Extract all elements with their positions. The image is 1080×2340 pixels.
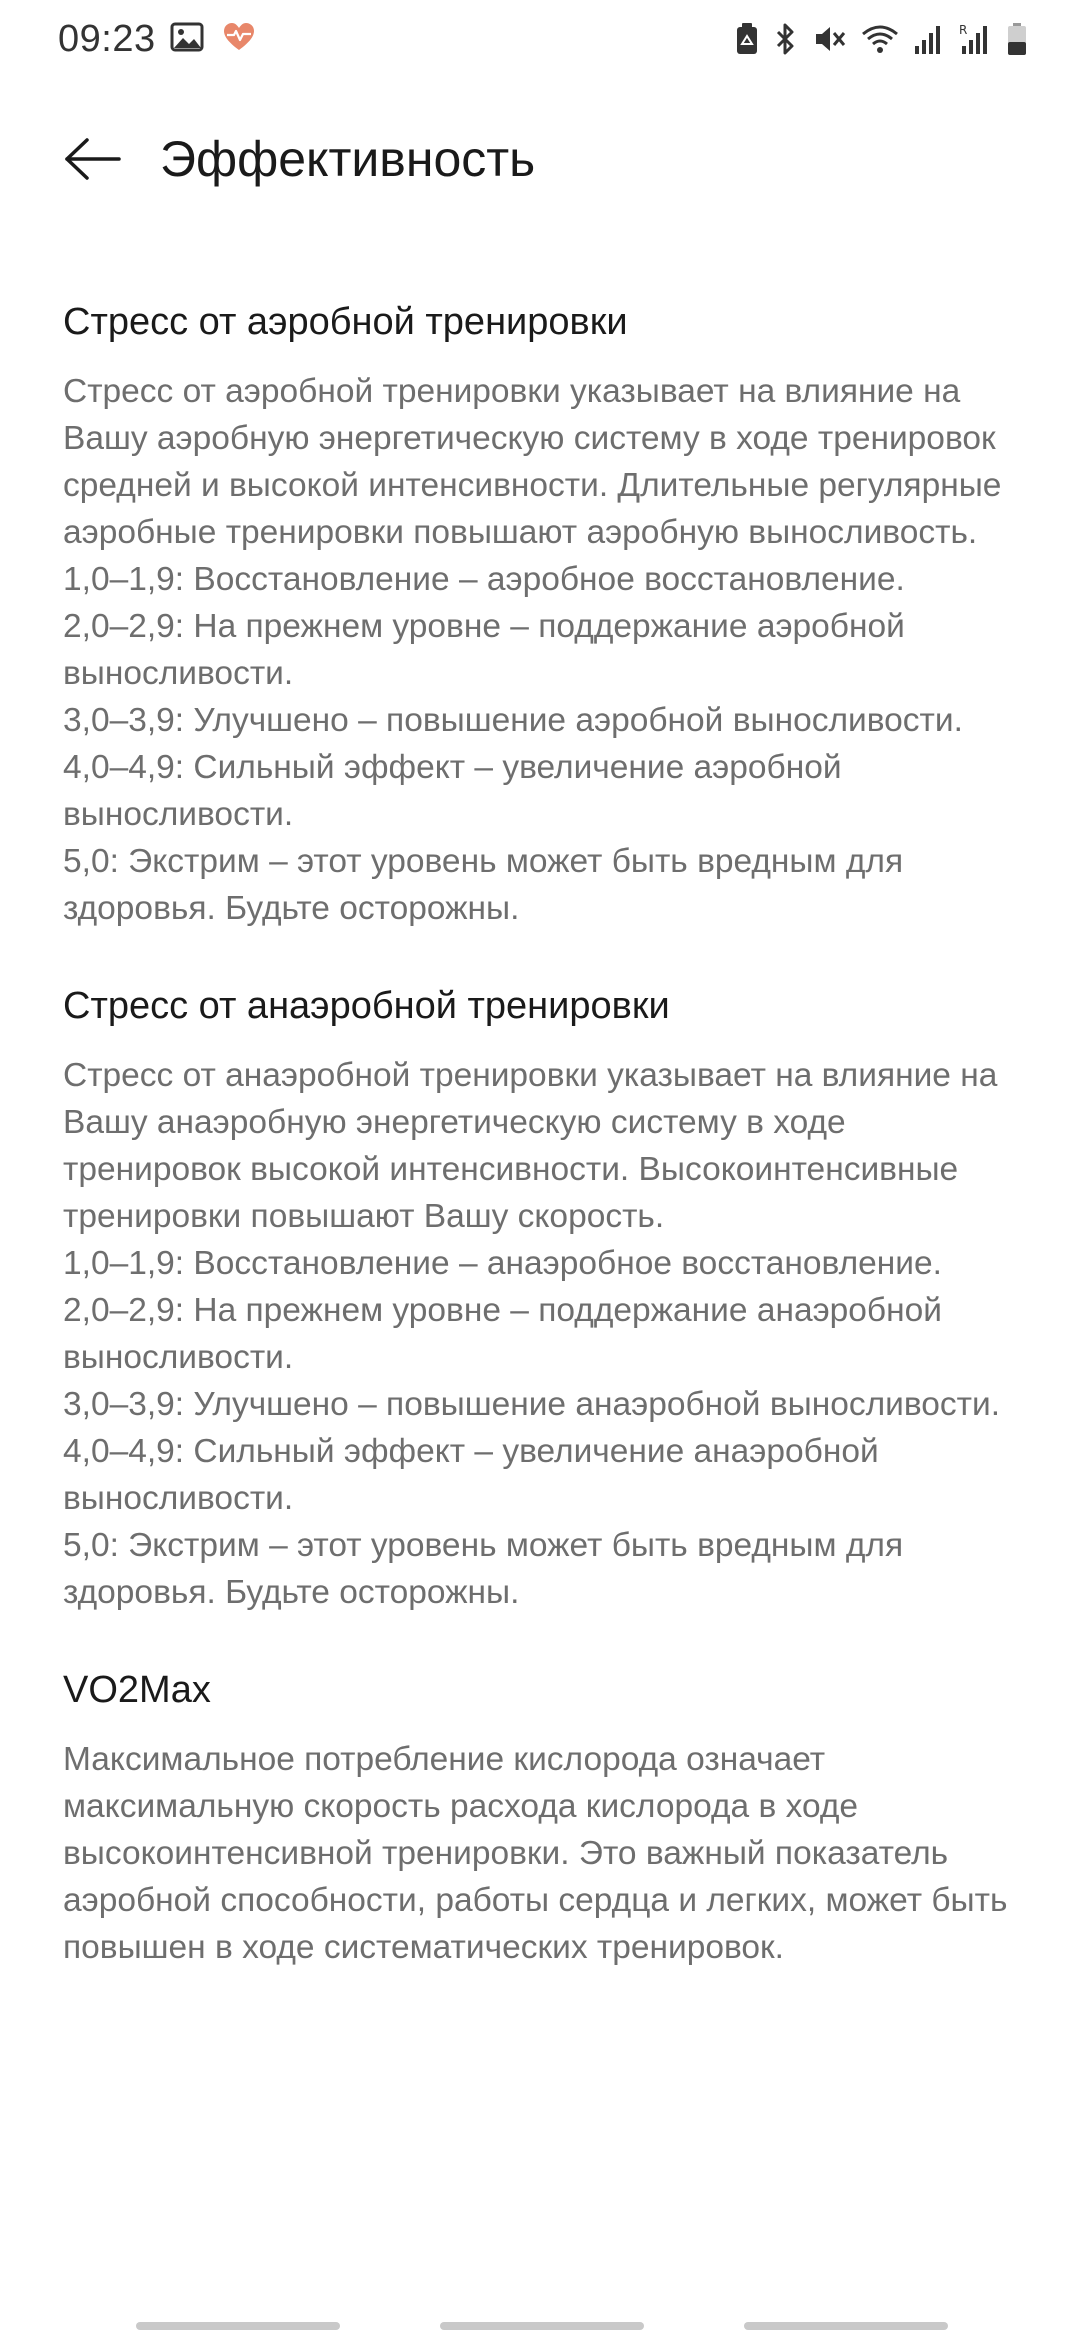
section-paragraph: 2,0–2,9: На прежнем уровне – поддержание анаэробной выносливости. — [63, 1292, 942, 1376]
signal-icon — [914, 22, 944, 56]
section-anaerobic — [63, 982, 1023, 1616]
navigation-bar — [0, 2300, 1080, 2340]
section-vo2max — [63, 1666, 1023, 1971]
nav-back[interactable] — [744, 2322, 948, 2330]
nav-home[interactable] — [440, 2322, 644, 2330]
section-body — [63, 368, 1023, 932]
status-left-icons — [170, 22, 256, 52]
status-right-icons — [734, 22, 1028, 56]
vibrate-mute-icon — [812, 22, 846, 56]
section-paragraph: 3,0–3,9: Улучшено – повышение анаэробной выносливости. — [63, 1386, 1001, 1423]
section-paragraph: 2,0–2,9: На прежнем уровне – поддержание аэробной выносливости. — [63, 608, 905, 692]
back-button[interactable] — [58, 126, 128, 196]
bluetooth-icon — [774, 22, 798, 56]
page-title: Эффективность — [160, 131, 536, 187]
status-bar — [0, 0, 1080, 84]
roaming-signal-icon — [958, 22, 992, 56]
section-paragraph: Стресс от аэробной тренировки указывает на влияние на Вашу аэробную энергетическую систему в ходе тренировок средней и высокой интенсивности. Длительные регулярные аэробные тренировки повышают аэробную выносливость. — [63, 373, 1002, 551]
section-title: Стресс от аэробной тренировки — [63, 301, 628, 343]
section-paragraph: 4,0–4,9: Сильный эффект – увеличение анаэробной выносливости. — [63, 1433, 879, 1517]
svg-text:R: R — [959, 23, 968, 37]
section-paragraph: 5,0: Экстрим – этот уровень может быть вредным для здоровья. Будьте осторожны. — [63, 843, 904, 927]
section-paragraph: 1,0–1,9: Восстановление – аэробное восстановление. — [63, 561, 905, 598]
section-paragraph: 3,0–3,9: Улучшено – повышение аэробной выносливости. — [63, 702, 963, 739]
content — [63, 298, 1023, 1971]
status-time: 09:23 — [58, 18, 156, 60]
section-title: Стресс от анаэробной тренировки — [63, 985, 670, 1027]
section-paragraph: 4,0–4,9: Сильный эффект – увеличение аэробной выносливости. — [63, 749, 842, 833]
section-body — [63, 1736, 1023, 1971]
section-aerobic — [63, 298, 1023, 932]
nav-recent-apps[interactable] — [136, 2322, 340, 2330]
section-title: VO2Max — [63, 1669, 211, 1711]
section-paragraph: Стресс от анаэробной тренировки указывает на влияние на Вашу анаэробную энергетическую систему в ходе тренировок высокой интенсивности. Высокоинтенсивные тренировки повышают Вашу скорость. — [63, 1057, 998, 1235]
wifi-icon — [860, 22, 900, 56]
arrow-left-icon — [63, 137, 123, 186]
recycle-icon — [734, 22, 760, 56]
heart-icon — [222, 22, 256, 52]
battery-icon — [1006, 22, 1028, 56]
image-icon — [170, 22, 204, 52]
section-paragraph: 1,0–1,9: Восстановление – анаэробное восстановление. — [63, 1245, 942, 1282]
section-paragraph: Максимальное потребление кислорода означает максимальную скорость расхода кислорода в ходе высокоинтенсивной тренировки. Это важный показатель аэробной способности, работы сердца и легких, может быть повышен в ходе систематических тренировок. — [63, 1741, 1008, 1966]
section-body — [63, 1052, 1023, 1616]
app-header — [0, 110, 1080, 210]
section-paragraph: 5,0: Экстрим – этот уровень может быть вредным для здоровья. Будьте осторожны. — [63, 1527, 904, 1611]
